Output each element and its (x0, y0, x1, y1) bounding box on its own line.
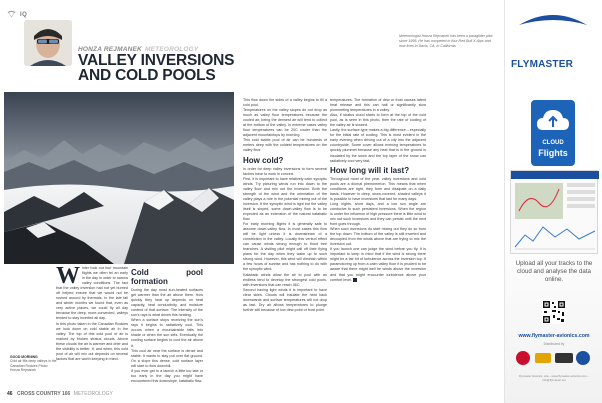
qr-code-icon (542, 300, 566, 324)
magazine-issue: CROSS COUNTRY 166 (16, 391, 71, 397)
paragraph: During the day most sun-heated surfaces get warmer than the air above them. How quickly they heat up depends on heat capacity, heat conductivity, and moisture content of that surface. The intensity of the sun's rays is what drives this heating. (131, 288, 203, 318)
paragraph-text: If you launch one can judge the wind before you fly. It is important to keep in mind that if the wind is strong there might be a fair bit of turbulence across the inversion top. If paramotoring up from a calm valley floor it is prudent to be aware that there might well be winds above the inversion and that you might encounter turbulence above your comfort level. (330, 247, 426, 282)
caption-text: Cold air fills deep valleys in the Canadian Rockies (10, 359, 57, 368)
paragraph: In this photo taken in the Canadian Rockies we look down on cold stable air in the valley. The top of this cold pool of air is marked by broken stratus clouds. Above these clouds the air is warmer and drier and the visibility is better. If, and when, this cold pool of air will mix out depends on several factors that are worth keeping in mind. (56, 321, 128, 361)
ad-tagline: Upload all your tracks to the cloud and analyse the data online. (515, 260, 593, 283)
partner-logos (511, 348, 597, 368)
subheading-cold-pool-formation: Cold pool formation (131, 268, 203, 286)
drop-cap: W (56, 266, 80, 289)
column-name: METEOROLOGY (144, 46, 199, 53)
cloud-icon (531, 100, 575, 140)
advertisement-flymaster (504, 0, 602, 403)
author-name: HONZA REJMANEK (78, 46, 142, 53)
flights-label: Flights (538, 148, 568, 158)
ad-fine-print: Flymaster Avionics, Lda – www.flymaster-avionics.com – info@flymaster.net (518, 374, 590, 382)
paragraph: In order for deep valley inversions to form several factors have to work in concert. (243, 166, 327, 176)
footer-section: METEOROLOGY (73, 391, 113, 397)
paragraph: If you ever get to a launch a little too late or too early in the day you might have encountered this downslope, katabatic flow. (131, 368, 203, 383)
section-label: IQ (20, 11, 28, 18)
paragraph: First, it is important to have relatively calm synoptic winds. Try picturing winds run into down to the valley floor and mix out the inversion. Both the strength of the wind and the orientation of the valley plays a role in the potential mixing out of the inversion. If the synoptic wind is light but the valley itself is sloped, some down-valley flow is to be expected as an extension of the natural katabatic flow. (243, 176, 327, 221)
paraglider-icon (7, 10, 16, 19)
headline-line-1: VALLEY INVERSIONS (78, 52, 235, 69)
paragraph: temperatures. The formation of dew or frost causes latent heat release and this can halt or significantly slow plummeting temperatures in a valley. (330, 98, 426, 113)
page-footer (7, 391, 113, 397)
app-screenshot (510, 170, 598, 254)
paragraph: Throughout most of the year, valley inversions and cold pools are a diurnal phenomenon. This means that when conditions are right, they form and dissipate on a daily basis. However in deep, snow-covered, shaded valleys it is possible to have inversions that last for many days. (330, 176, 426, 201)
cloud-label: CLOUD (542, 140, 564, 146)
paragraph: Lastly, the surface type makes a big difference – especially for the initial rate of cooling. This is most evident in the early evening when driving out of a city into the adjacent countryside. Some cover allows evening temperatures to quickly plummet because any heat that is in the ground is insulated by the snow and the top layer of the snow can radiatively cool very fast. (330, 128, 426, 163)
paragraph: This flow down the sides of a valley begins to fill a cold pool. (243, 98, 327, 108)
paragraph: Also, if stratus cloud starts to form at the top of the cold pool, as is seen in this photo, then the rate of cooling of the valley air is slowed. (330, 113, 426, 128)
cloud-app-icon (531, 100, 575, 166)
paragraph: Temperatures on the valley slopes do not drop as much as valley floor temperatures because the cooled air, being the densest air will tend to collect at the bottom of the valley. In extreme cases valley floor temperatures can be 20C cooler than the adjacent mountaintops by morning. (243, 108, 327, 138)
end-of-article-mark (353, 278, 357, 282)
hero-photo (4, 92, 234, 264)
paragraph: inter took our four mountain flights we often fel an early in the day in order to narrow valley conditions. The fact that the valley inversion had not yet burned off helped ensure that we would not be rushed around by thermals. In the late fall and winter months we found that, even as very active places, we could fly all day because the deep, more-convected, valleys tended to stay inverted all day. (56, 266, 128, 321)
paragraph: When a surface stops receiving the sun's rays it begins to radiatively cool. This occurs when a mountainside falls into shade or when the sun sets. Eventually the cooling surface begins to cool the air above it. (131, 318, 203, 348)
caption-title: GOOD MORNING (10, 355, 38, 359)
paragraph: Long nights, short days, and a low sun angle are conducive to such persistent inversions. When the region is under the influence of high pressure there is little wind to mix out such inversions and they can persist until the next front goes through. (330, 201, 426, 227)
photo-caption (10, 355, 58, 373)
page-number: 46 (7, 391, 13, 397)
paragraph: When such inversions do start mixing out they do so from the top down. The bottom of the valley is still inverted and decoupled from the winds above that are trying to mix the inversion out. (330, 227, 426, 247)
paragraph: Second having light winds it is important to have clear skies. Clouds will insulate the heat back downwards and surface temperatures will not drop as fast. Dry air allows temperatures to plunge further still because of low dew-point or frost point (243, 287, 327, 312)
subheading-how-cold: How cold? (243, 155, 284, 165)
caption-credit: Photo: Honza Rejmanek (10, 363, 49, 373)
paragraph: This cool air near the surface is dense and stable. It wants to stay put over flat ground. On a slope this dense, cold surface layer will start to flow downhill. (131, 348, 203, 368)
body-column-1 (56, 266, 128, 386)
headline-line-2: AND COLD POOLS (78, 67, 216, 84)
subheading-how-long: How long will it last? (330, 165, 410, 175)
article-headline (78, 53, 234, 83)
paraglider-wing-icon (513, 9, 593, 29)
body-column-4 (330, 98, 426, 388)
body-column-3 (243, 98, 327, 388)
paragraph (330, 247, 426, 282)
paragraph: For early morning flights it is generally safe to assume down-valley flow. In most cases this flow will be light unless it is downstream of a constriction in the valley. Locally this venturi effect can cause winds strong enough to flood tree branches. A visiting pilot might call off their flying plans for the day when they wake up to such strong wind. However, this wind will diminish within a few hours of sunrise and has nothing to do with the synoptic wind. (243, 222, 327, 272)
ad-brand: FLYMASTER (511, 59, 573, 70)
paragraph: This cold stable pool of air can be hundreds of meters deep with the coldest temperatures on the valley floor. (243, 138, 327, 153)
paragraph: Katabatic winds allow the air to pool with an endless tend to develop the strongest cold pools, with inversions that can reach 46C. (243, 272, 327, 287)
section-tag (7, 10, 27, 19)
author-bio: Meteorologist Honza Rejmanek has been a paraglider pilot since 1995. He has competed in four Red Bull X-Alps and now lives in Davis, CA, in California. (399, 34, 493, 48)
author-portrait (24, 20, 72, 66)
ad-website: www.flymaster-avionics.com (518, 333, 590, 339)
body-column-2 (131, 266, 203, 386)
partners-label: Distributed by (543, 342, 565, 346)
